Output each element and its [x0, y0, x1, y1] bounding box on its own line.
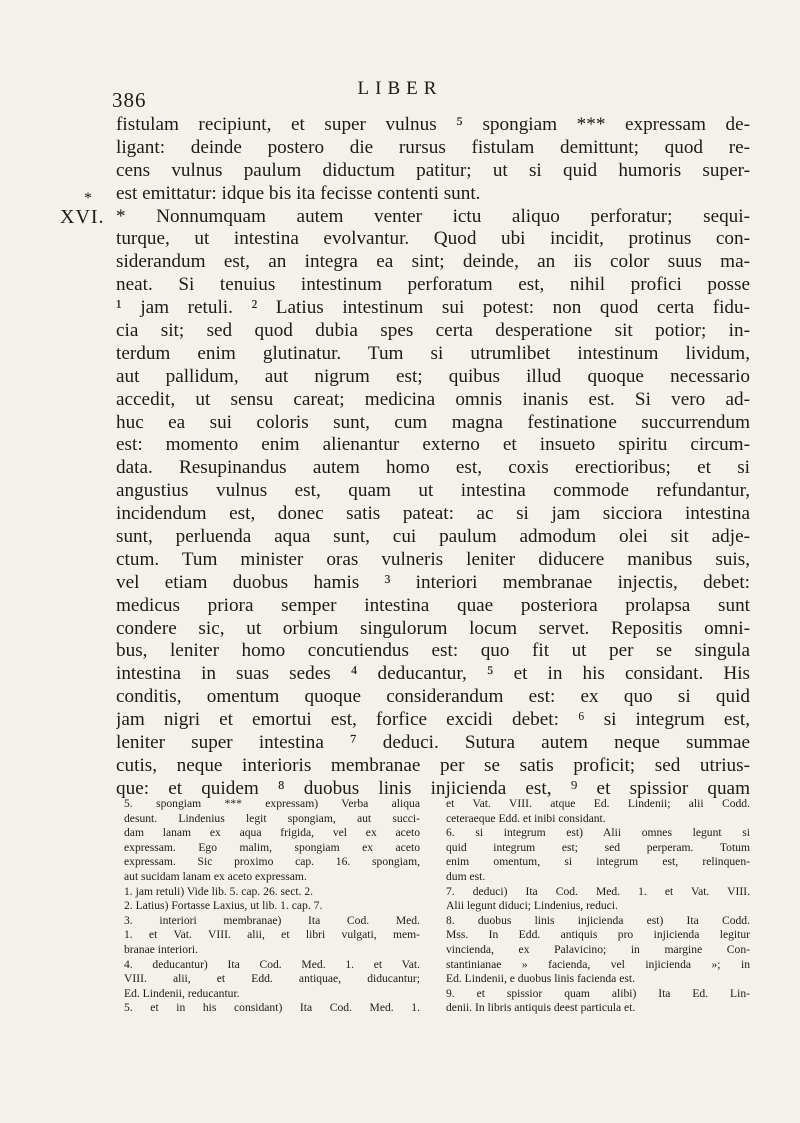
footnote-line: 9. et spissior quam alibi) Ita Ed. Lin- [446, 986, 750, 1000]
chapter-number: XVI. [60, 206, 105, 228]
text-line: neat. Si tenuius intestinum perforatum est, nihil profici posse [116, 274, 750, 296]
text-line: ctum. Tum minister oras vulneris leniter diducere manibus suis, [116, 548, 750, 570]
text-line: angustius vulnus est, quam ut intestina commode refundantur, [116, 480, 750, 502]
text-line: intestina in suas sedes ⁴ deducantur, ⁵ et in his considant. His [116, 663, 750, 685]
footnote-line: 5. spongiam *** expressam) Verba aliqua [124, 797, 420, 810]
text-line: ligant: deinde postero die rursus fistulam demittunt; quod re- [116, 136, 750, 158]
chapter-marker [60, 190, 105, 229]
text-line: est: momento enim alienantur externo et insueto spiritu circum- [116, 434, 750, 456]
text-line: huc ea sui coloris sunt, cum magna festinatione succurrendum [116, 411, 750, 433]
text-line: vel etiam duobus hamis ³ interiori membranae injectis, debet: [116, 571, 750, 593]
footnote-line: 3. interiori membranae) Ita Cod. Med. [124, 913, 420, 927]
text-line: siderandum est, an integra ea sint; deinde, an iis color suus ma- [116, 251, 750, 273]
text-line: fistulam recipiunt, et super vulnus ⁵ spongiam *** expressam de- [116, 114, 750, 135]
text-line: incidendum est, donec satis pateat: ac si jam sicciora intestina [116, 503, 750, 525]
text-line: est emittatur: idque bis ita fecisse contenti sunt. [116, 182, 481, 204]
text-line: data. Resupinandus autem homo est, coxis erectioribus; et si [116, 457, 750, 479]
footnote-line: 8. duobus linis injicienda est) Ita Codd. [446, 913, 750, 927]
text-line: aut pallidum, aut nigrum est; quibus illud quoque necessario [116, 365, 750, 387]
footnote-line: expressam. Ego malim, spongiam ex aceto [124, 840, 420, 854]
text-line: terdum enim glutinatur. Tum si utrumlibet intestinum lividum, [116, 342, 750, 364]
text-line: condere sic, ut orbium singulorum locum servet. Repositis omni- [116, 617, 750, 639]
footnote-line: expressam. Sic proximo cap. 16. spongiam, [124, 855, 420, 869]
footnote-line: 5. et in his considant) Ita Cod. Med. 1. [124, 1001, 420, 1015]
footnote-line: et Vat. VIII. atque Ed. Lindenii; alii Codd. [446, 797, 750, 810]
text-line: medicus priora semper intestina quae posteriora prolapsa sunt [116, 594, 750, 616]
footnote-line: desunt. Lindenius legit spongiam, aut succi- [124, 811, 420, 825]
footnote-line: aut sucidam lanam ex aceto expressam. [124, 869, 307, 883]
text-line: * Nonnumquam autem venter ictu aliquo perforatur; sequi- [116, 205, 750, 227]
body-text [116, 114, 750, 801]
footnote-line: Mss. In Edd. antiquis pro injicienda legitur [446, 928, 750, 942]
footnote-line: Ed. Lindenii, reducantur. [124, 986, 240, 1000]
page-number: 386 [112, 88, 147, 112]
footnotes-right-column [446, 797, 750, 1016]
text-line: turque, ut intestina evolvantur. Quod ubi incidit, protinus con- [116, 228, 750, 250]
footnote-line: branae interiori. [124, 942, 199, 956]
footnote-line: 1. et Vat. VIII. alii, et libri vulgati, mem- [124, 928, 420, 942]
running-head: LIBER [357, 78, 443, 99]
footnote-line: 1. jam retuli) Vide lib. 5. cap. 26. sect. 2. [124, 884, 314, 898]
text-line: cens vulnus paulum diductum patitur; ut si quid humoris super- [116, 159, 750, 181]
footnote-line: 6. si integrum est) Alii omnes legunt si [446, 826, 750, 840]
footnote-line: Alii legunt diduci; Lindenius, reduci. [446, 899, 618, 913]
footnote-line: ceteraeque Edd. et inibi considant. [446, 811, 606, 825]
footnotes-left-column [124, 797, 420, 1016]
text-line: ¹ jam retuli. ² Latius intestinum sui potest: non quod certa fidu- [116, 297, 750, 319]
footnote-line: dam lanam ex aqua frigida, vel ex aceto [124, 826, 420, 840]
footnote-line: enim omentum, si integrum est, relinquen- [446, 855, 750, 869]
footnote-line: Ed. Lindenii, e duobus linis facienda est. [446, 972, 635, 986]
footnote-line: vincienda, ex Palavicino; in margine Con- [446, 942, 750, 956]
text-line: que: et quidem ⁸ duobus linis injicienda est, ⁹ et spissior quam [116, 777, 750, 799]
text-line: cutis, neque interioris membranae per se satis proficit; sed utrius- [116, 754, 750, 776]
text-line: cia sit; sed quod dubia spes certa desperatione sit potior; in- [116, 320, 750, 342]
text-line: accedit, ut sensu careat; medicina omnis inanis est. Si vero ad- [116, 388, 750, 410]
footnote-line: 7. deduci) Ita Cod. Med. 1. et Vat. VIII. [446, 884, 750, 898]
page-header [0, 78, 800, 112]
text-line: conditis, omentum quoque considerandum est: ex quo si quid [116, 686, 750, 708]
footnote-line: denii. In libris antiquis deest particula et. [446, 1001, 636, 1015]
footnote-line: dum est. [446, 869, 486, 883]
text-line: bus, leniter homo concutiendus est: quo fit ut per se singula [116, 640, 750, 662]
footnote-line: quid integrum est; sed perperam. Totum [446, 840, 750, 854]
text-line: jam nigri et emortui est, forfice excidi debet: ⁶ si integrum est, [116, 709, 750, 731]
footnote-line: 2. Latius) Fortasse Laxius, ut lib. 1. cap. 7. [124, 899, 323, 913]
footnote-line: 4. deducantur) Ita Cod. Med. 1. et Vat. [124, 957, 420, 971]
text-line: leniter super intestina ⁷ deduci. Sutura autem neque summae [116, 732, 750, 754]
text-line: sunt, perluenda aqua sunt, cui paulum admodum olei sit adje- [116, 526, 750, 548]
chapter-star: * [84, 190, 93, 207]
footnote-line: stantinianae » facienda, vel injicienda »; in [446, 957, 750, 971]
footnote-line: VIII. alii, et Edd. antiquae, diducantur; [124, 972, 420, 986]
